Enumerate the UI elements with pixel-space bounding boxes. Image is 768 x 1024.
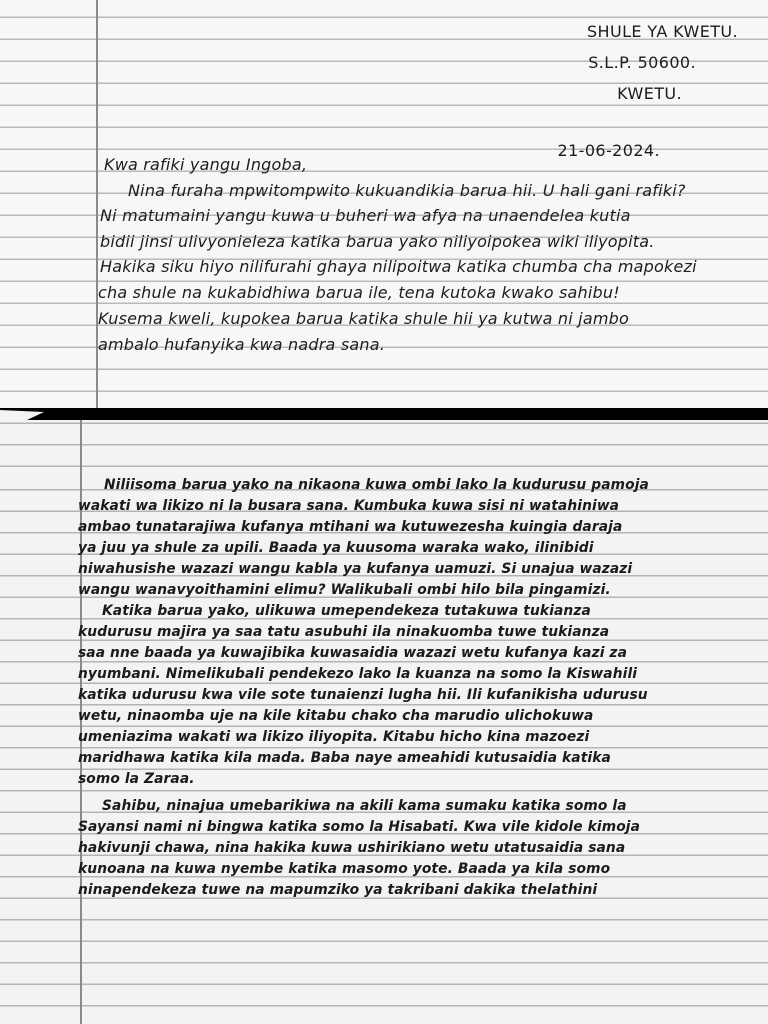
text-line: somo la Zaraa.: [78, 771, 195, 787]
text-line: Niliisoma barua yako na nikaona kuwa ombi lako la kudurusu pamoja: [104, 477, 649, 493]
text-line: maridhawa katika kila mada. Baba naye ameahidi kutusaidia katika: [78, 750, 611, 766]
letter-date: 21-06-2024.: [557, 141, 660, 160]
text-line: Ni matumaini yangu kuwa u buheri wa afya na unaendelea kutia: [100, 206, 631, 225]
text-line: Kusema kweli, kupokea barua katika shule hii ya kutwa ni jambo: [98, 309, 629, 328]
text-line: saa nne baada ya kuwajibika kuwasaidia wazazi wetu kufanya kazi za: [78, 645, 627, 661]
text-line: bidii jinsi ulivyonieleza katika barua yako niliyoipokea wiki iliyopita.: [100, 232, 655, 251]
town-name: KWETU.: [617, 84, 682, 103]
text-line: cha shule na kukabidhiwa barua ile, tena kutoka kwako sahibu!: [98, 283, 620, 302]
salutation: Kwa rafiki yangu Ingoba,: [104, 155, 308, 174]
text-line: ambalo hufanyika kwa nadra sana.: [98, 335, 385, 354]
text-line: wetu, ninaomba uje na kile kitabu chako cha marudio ulichokuwa: [78, 708, 594, 724]
text-line: wakati wa likizo ni la busara sana. Kumbuka kuwa sisi ni watahiniwa: [78, 498, 620, 514]
text-line: kudurusu majira ya saa tatu asubuhi ila ninakuomba tuwe tukianza: [78, 624, 610, 640]
text-line: katika udurusu kwa vile sote tunaienzi lugha hii. Ili kufanikisha udurusu: [78, 687, 648, 703]
text-line: Nina furaha mpwitompwito kukuandikia barua hii. U hali gani rafiki?: [128, 181, 686, 200]
text-line: ya juu ya shule za upili. Baada ya kuusoma waraka wako, ilinibidi: [78, 540, 594, 556]
letter-page-top: [0, 0, 768, 408]
letter-page-bottom: [0, 420, 768, 1024]
text-line: nyumbani. Nimelikubali pendekezo lako la kuanza na somo la Kiswahili: [78, 666, 638, 682]
text-line: ninapendekeza tuwe na mapumziko ya takribani dakika thelathini: [78, 882, 598, 898]
text-line: Hakika siku hiyo nilifurahi ghaya nilipoitwa katika chumba cha mapokezi: [100, 257, 697, 276]
text-line: Sahibu, ninajua umebarikiwa na akili kama sumaku katika somo la: [102, 798, 627, 814]
postal-address: S.L.P. 50600.: [588, 53, 696, 72]
text-line: ambao tunatarajiwa kufanya mtihani wa kutuwezesha kuingia daraja: [78, 519, 623, 535]
text-line: hakivunji chawa, nina hakika kuwa ushirikiano wetu utatusaidia sana: [78, 840, 626, 856]
text-line: wangu wanavyoithamini elimu? Walikubali ombi hilo bila pingamizi.: [78, 582, 611, 598]
school-name: SHULE YA KWETU.: [587, 22, 738, 41]
text-line: umeniazima wakati wa likizo iliyopita. Kitabu hicho kina mazoezi: [78, 729, 590, 745]
text-line: Katika barua yako, ulikuwa umependekeza tutakuwa tukianza: [102, 603, 591, 619]
text-line: niwahusishe wazazi wangu kabla ya kufanya uamuzi. Si unajua wazazi: [78, 561, 633, 577]
text-line: kunoana na kuwa nyembe katika masomo yote. Baada ya kila somo: [78, 861, 611, 877]
text-line: Sayansi nami ni bingwa katika somo la Hisabati. Kwa vile kidole kimoja: [78, 819, 641, 835]
